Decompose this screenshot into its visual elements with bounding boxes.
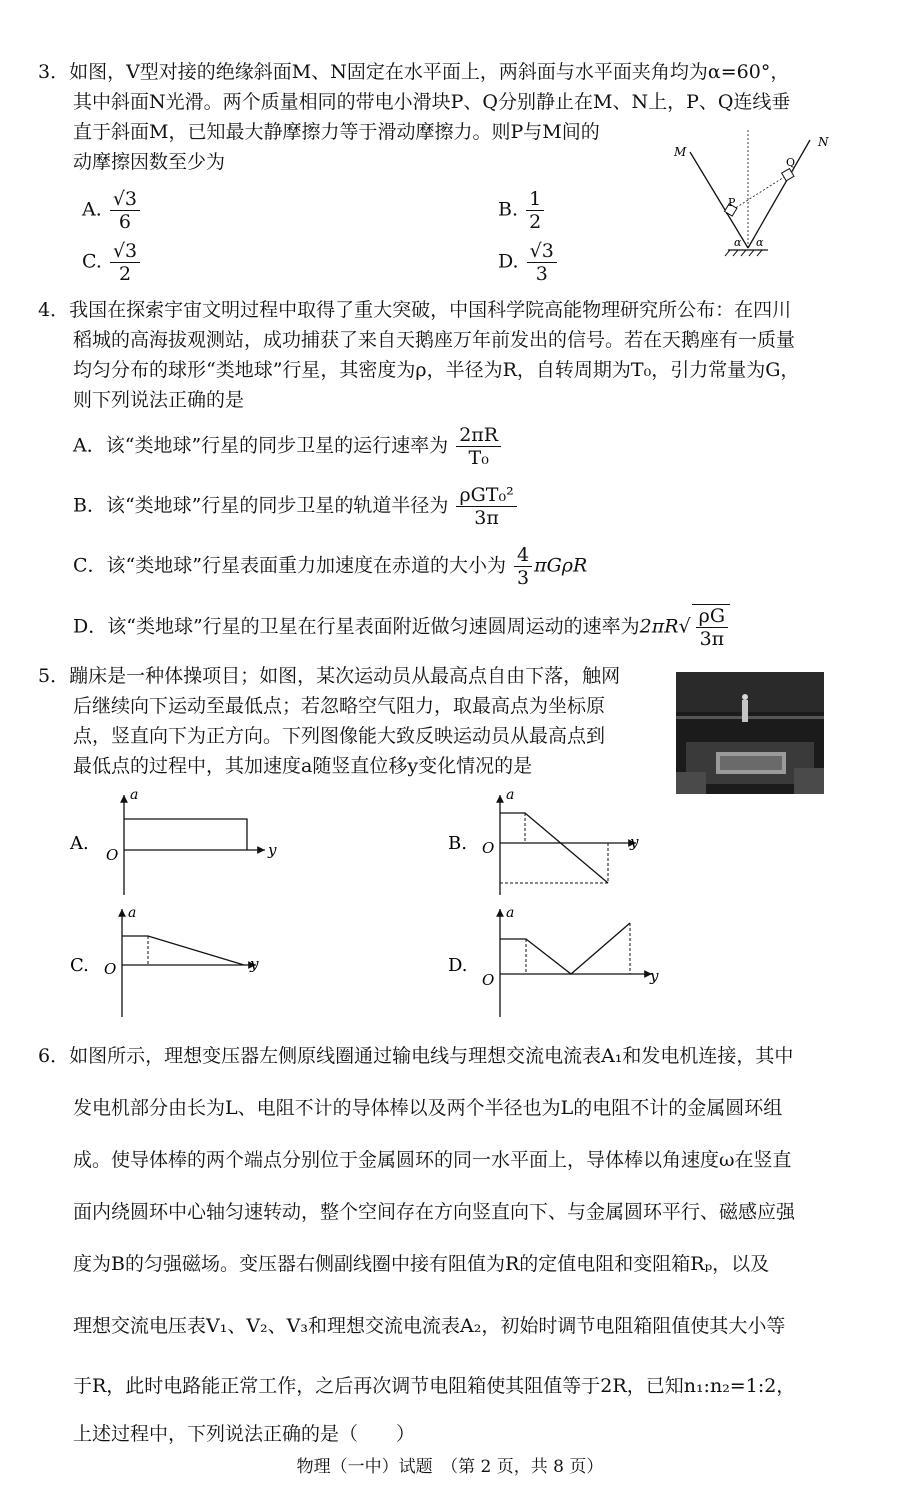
q4-option-c[interactable]: C．该“类地球”行星表面重力加速度在赤道的大小为 $\frac{4}{3}$ πGρR [73,544,588,589]
q5-line-3: 点，竖直向下为正方向。下列图像能大致反映运动员从最高点到 [73,725,606,747]
q6-line-5: 度为B的匀强磁场。变压器右侧副线圈中接有阻值为R的定值电阻和变阻箱Rₚ，以及 [73,1253,770,1275]
q5-line-4: 最低点的过程中，其加速度a随竖直位移y变化情况的是 [73,755,533,777]
q3-b-den: 2 [529,211,542,233]
q3-d-num: √3 [527,240,557,263]
label-p: P [728,196,736,209]
svg-text:O: O [106,846,119,864]
label-n: N [818,135,829,149]
q6-line-6: 理想交流电压表V₁、V₂、V₃和理想交流电流表A₂，初始时调节电阻箱阻值使其大小等 [73,1315,786,1337]
q6-line-2: 发电机部分由长为L、电阻不计的导体棒以及两个半径也为L的电阻不计的金属圆环组 [73,1097,783,1119]
q6-line-4: 面内绕圆环中心轴匀速转动，整个空间存在方向竖直向下、与金属圆环平行、磁感应强 [73,1201,796,1223]
svg-text:a: a [506,787,515,803]
q3-line-4: 动摩擦因数至少为 [73,151,226,173]
q6-line-8: 上述过程中，下列说法正确的是（ ） [73,1423,416,1445]
label-alpha-right: α [756,236,764,249]
q6-line-3: 成。使导体棒的两个端点分别位于金属圆环的同一水平面上，导体棒以角速度ω在竖直 [73,1149,792,1171]
graph-a[interactable] [69,787,277,895]
q4-option-d[interactable]: D．该“类地球”行星的卫星在行星表面附近做匀速圆周运动的速率为2πR√ $\frac{\rho G}{3\pi}$ [73,604,730,650]
svg-text:O: O [482,839,495,857]
q4-line-4: 则下列说法正确的是 [73,389,245,411]
graph-d[interactable] [448,905,659,1017]
svg-text:O: O [104,960,117,978]
page-footer: 物理（一中）试题 （第 2 页，共 8 页） [296,1457,604,1477]
q3-option-a[interactable]: A. $\frac{√3}{6}$ [82,188,142,233]
q3-line-3: 直于斜面M，已知最大静摩擦力等于滑动摩擦力。则P与M间的 [73,121,600,143]
trampoline-photo [676,672,824,794]
q4-option-a[interactable]: A．该“类地球”行星的同步卫星的运行速率为 $\frac{2\pi R}{\text{T₀}}$ [73,424,503,469]
svg-text:D.: D. [448,955,468,976]
svg-text:y: y [268,841,277,859]
graph-b[interactable] [448,787,639,895]
svg-text:y: y [250,955,259,973]
graph-c[interactable] [70,905,259,1017]
q3-a-num: √3 [110,188,140,211]
q3-option-d[interactable]: D. $\frac{√3}{3}$ [498,240,559,285]
q3-line-2: 其中斜面N光滑。两个质量相同的带电小滑块P、Q分别静止在M、N上，P、Q连线垂 [73,91,791,113]
svg-text:B.: B. [448,833,467,854]
svg-text:O: O [482,971,495,989]
q5-line-1: 5．蹦床是一种体操项目；如图，某次运动员从最高点自由下落，触网 [38,665,621,687]
q3-option-b[interactable]: B. $\frac{1}{2}$ [498,188,546,233]
svg-text:a: a [506,905,515,921]
q3-a-den: 6 [118,211,131,233]
q4-line-3: 均匀分布的球形“类地球”行星，其密度为ρ，半径为R，自转周期为T₀，引力常量为G， [73,359,800,381]
svg-text:y: y [650,967,659,985]
q3-c-den: 2 [119,263,132,285]
q3-c-num: √3 [110,240,140,263]
acceleration-graphs [60,785,840,1025]
q4-line-1: 4．我国在探索宇宙文明过程中取得了重大突破，中国科学院高能物理研究所公布：在四川 [38,299,792,321]
q6-line-1: 6．如图所示，理想变压器左侧原线圈通过输电线与理想交流电流表A₁和发电机连接，其中 [38,1045,794,1067]
q3-d-den: 3 [535,263,548,285]
label-alpha-left: α [734,236,742,249]
label-q: Q [786,156,796,169]
graph-a-label: A. [70,833,89,854]
q3-line-1: 3．如图，V型对接的绝缘斜面M、N固定在水平面上，两斜面与水平面夹角均为α=60°， [38,61,790,83]
q5-line-2: 后继续向下运动至最低点；若忽略空气阻力，取最高点为坐标原 [73,695,606,717]
q4-line-2: 稻城的高海拔观测站，成功捕获了来自天鹅座万年前发出的信号。若在天鹅座有一质量 [73,329,796,351]
q3-b-num: 1 [526,188,544,211]
q6-line-7: 于R，此时电路能正常工作，之后再次调节电阻箱使其阻值等于2R，已知n₁:n₂=1:2， [73,1375,796,1397]
svg-text:a: a [130,787,139,803]
svg-text:C.: C. [70,955,89,976]
svg-text:y: y [630,833,639,851]
q4-option-b[interactable]: B．该“类地球”行星的同步卫星的轨道半径为 $\frac{\text{ρGT₀²}}{3\pi}$ [73,484,519,529]
label-m: M [674,145,687,159]
svg-text:a: a [128,905,137,921]
v-incline-figure [668,130,838,265]
q3-option-c[interactable]: C. $\frac{√3}{2}$ [82,240,142,285]
